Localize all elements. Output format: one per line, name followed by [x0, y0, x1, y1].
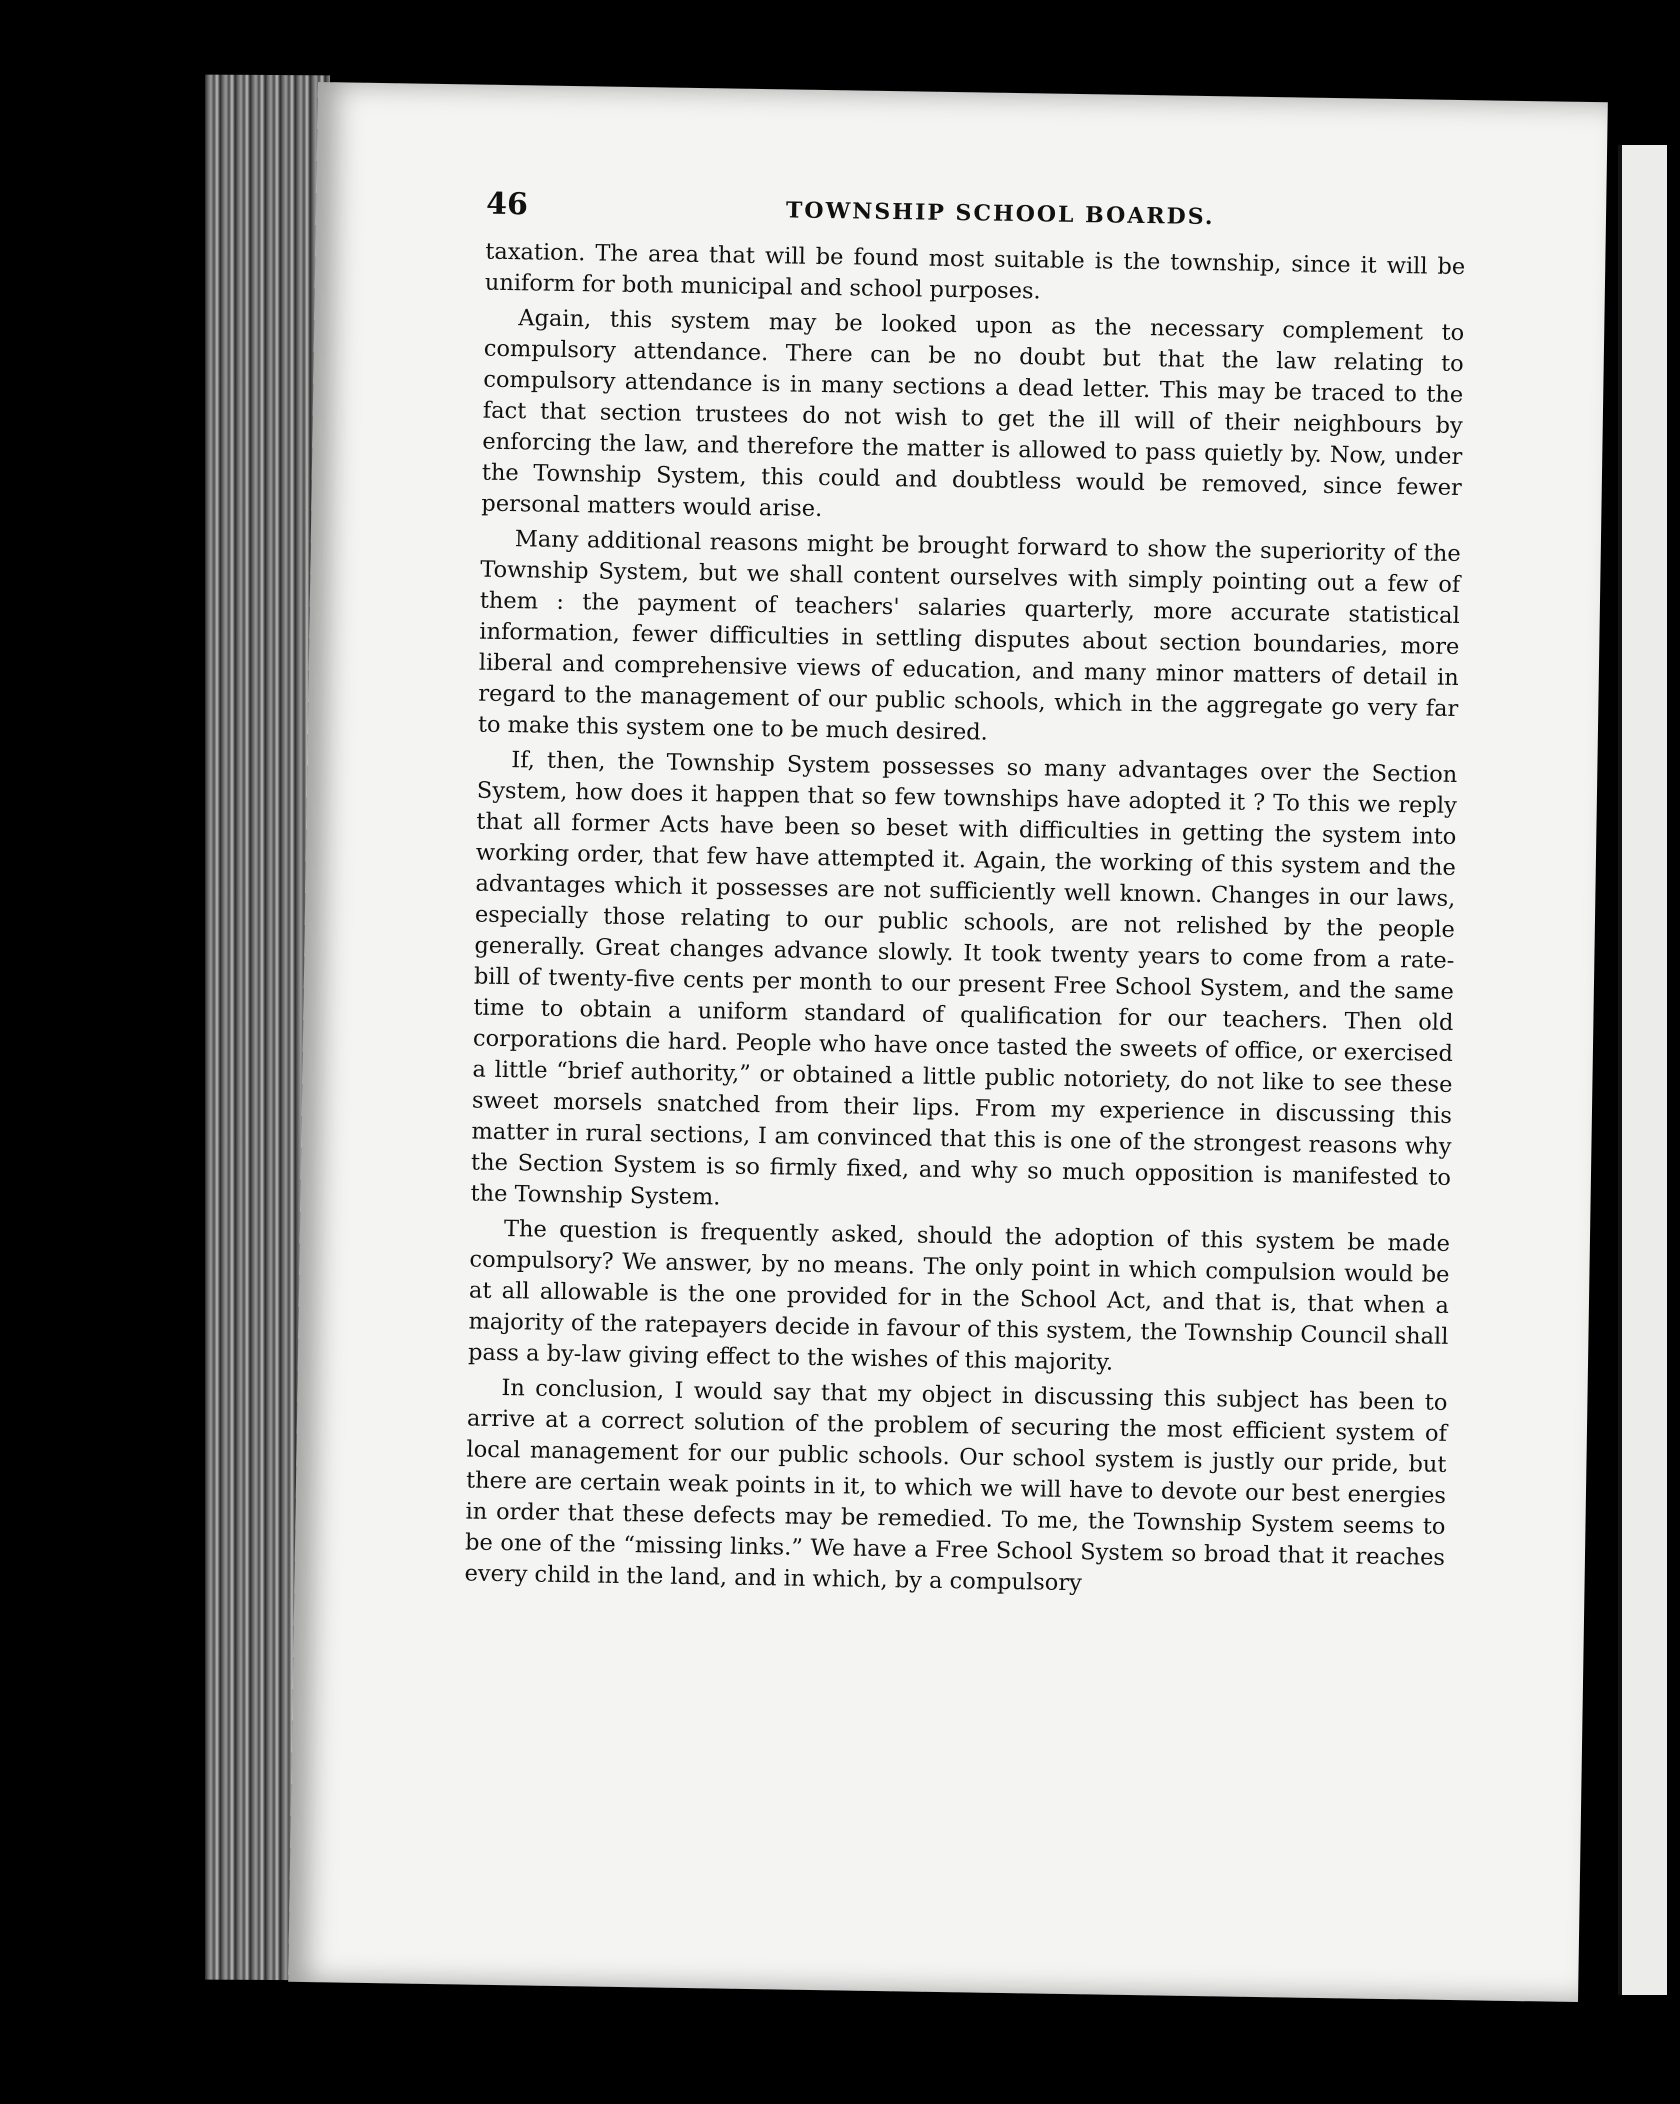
- paragraph: Again, this system may be looked upon as the necessary complement to compulsory attendance. There can be no doubt but that the law relating to compulsory attendance is in many sections a dead letter. This may be traced to the fact that section trustees do not wish to get the ill will of their neighbours by enforcing the law, and therefore the matter is allowed to pass quietly by. Now, under the Township System, this could and doubtless would be removed, since fewer personal matters would arise.: [481, 305, 1465, 522]
- paragraph: The question is frequently asked, should the adoption of this system be made compulsory? We answer, by no means. The only point in which compulsion would be at all allowable is the one provided for in the School Act, and that is, that when a majority of the ratepayers decide in favour of this system, the Township Council shall pass a by-law giving effect to the wishes of this majority.: [467, 1216, 1451, 1376]
- running-head: [486, 187, 1487, 243]
- facing-page-edge: [1618, 145, 1667, 1995]
- paragraph: Many additional reasons might be brought forward to show the superiority of the Township System, but we shall content ourselves with simply pointing out a few of them : the payment of teachers' salaries quarterly, more accurate statistical information, fewer difficulties in settling disputes about section boundaries, more liberal and comprehensive views of education, and many minor matters of detail in regard to the management of our public schools, which in the aggregate go very far to make this system one to be much desired.: [477, 526, 1461, 746]
- page-number: 46: [485, 186, 529, 223]
- running-head-title: TOWNSHIP SCHOOL BOARDS.: [785, 197, 1215, 231]
- paragraph: taxation. The area that will be found most suitable is the township, since it will be uniform for both municipal and school purposes.: [484, 238, 1466, 305]
- paragraph: If, then, the Township System possesses so many advantages over the Section System, how does it happen that so few townships have adopted it ? To this we reply that all former Acts have been so beset with difficulties in getting the system into working order, that few have attempted it. Again, the working of this system and the advantages which it possesses are not sufficiently well known. Changes in our laws, especially those relating to our public schools, are not relished by the people generally. Great changes advance slowly. It took twenty years to come from a rate-bill of twenty-five cents per month to our present Free School System, and the same time to obtain a uniform standard of qualification for our teachers. Then old corporations die hard. People who have once tasted the sweets of office, or exercised a little “brief authority,” or obtained a little public notoriety, do not like to see these sweet morsels snatched from their lips. From my experience in discussing this matter in rural sections, I am convinced that this is one of the strongest reasons why the Section System is so firmly fixed, and why so much opposition is manifested to the Township System.: [470, 747, 1458, 1211]
- paragraph: In conclusion, I would say that my object in discussing this subject has been to arrive at a correct solution of the problem of securing the most efficient system of local management for our public schools. Our school system is justly our pride, but there are certain weak points in it, to which we will have to devote our best energies in order that these defects may be remedied. To me, the Township System seems to be one of the “missing links.” We have a Free School System so broad that it reaches every child in the land, and in which, by a compulsory: [464, 1375, 1448, 1597]
- body-text: [464, 237, 1465, 1609]
- book-page: [288, 82, 1608, 2002]
